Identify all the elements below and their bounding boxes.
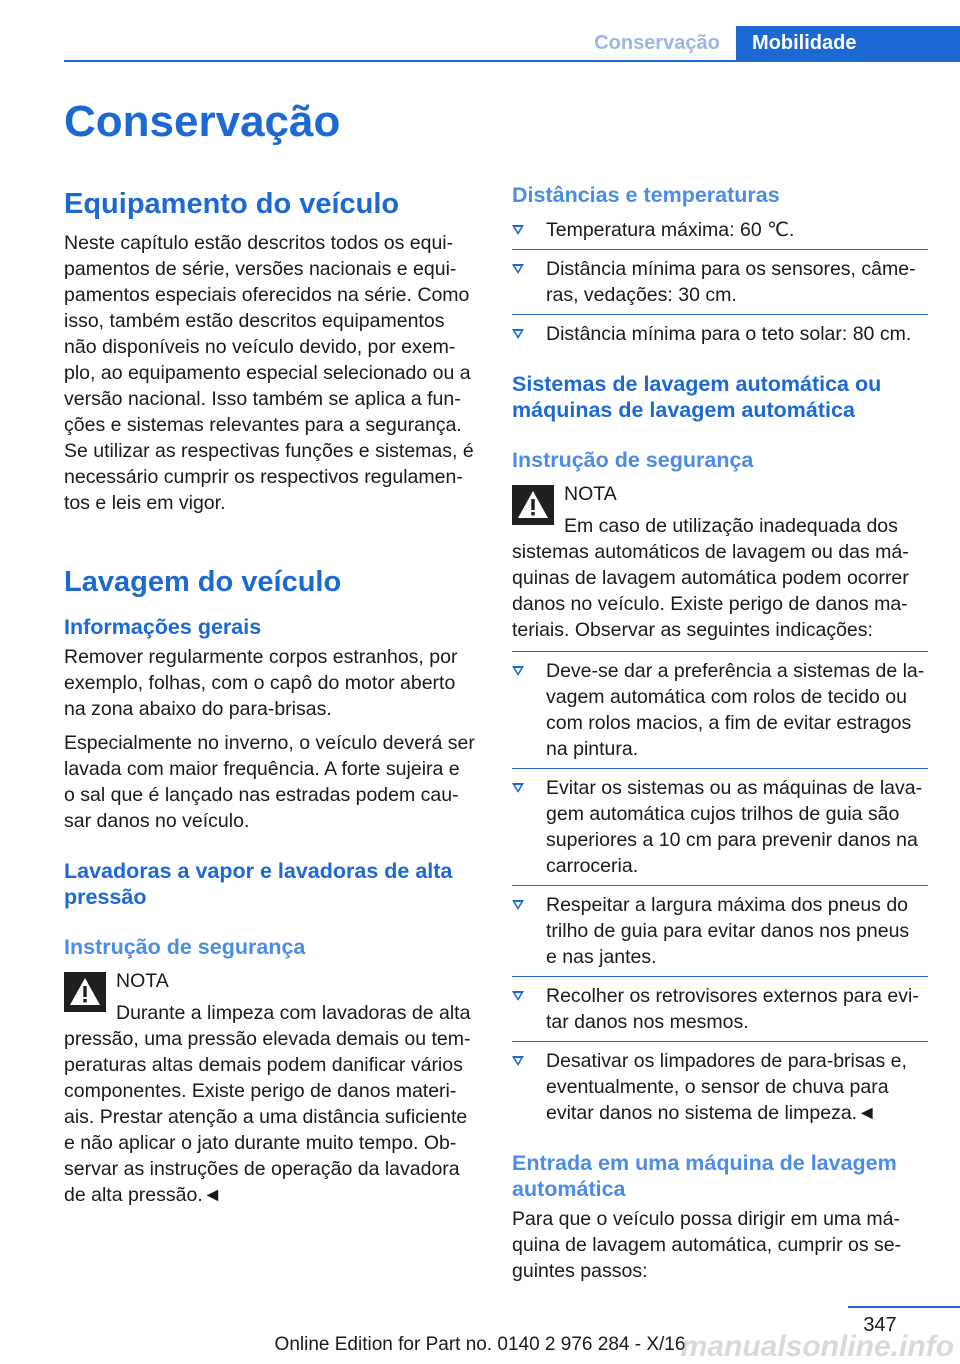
footer-rule [848, 1306, 960, 1308]
text-line: Deve-se dar a preferência a sistemas de la- [546, 660, 925, 682]
text-line: trilho de guia para evitar danos nos pneus [546, 920, 910, 942]
warning-triangle-icon [512, 485, 554, 525]
watermark: manualsonline.info [680, 1330, 954, 1363]
text-line: Distância mínima para o teto solar: 80 cm. [546, 323, 912, 345]
text-line: eventualmente, o sensor de chuva para [546, 1076, 889, 1098]
warning-label: NOTA [564, 483, 617, 505]
text-line: guintes passos: [512, 1260, 648, 1282]
text-line: carroceria. [546, 855, 639, 877]
text-line: Se utilizar as respectivas funções e sistemas, é [64, 440, 474, 462]
edition-line: Online Edition for Part no. 0140 2 976 284 - X/16 [274, 1334, 686, 1355]
heading-line: pressão [64, 885, 147, 909]
warning-note [64, 968, 480, 1208]
bullet-triangle-icon [512, 783, 524, 793]
bullet-triangle-icon [512, 991, 524, 1001]
text-line: pressão, uma pressão elevada demais ou tem- [64, 1028, 471, 1050]
paragraph-info-2 [64, 730, 480, 834]
bullet-triangle-icon [512, 329, 524, 339]
text-line: não disponíveis no veículo devido, por exem- [64, 336, 456, 358]
text-line: tos e leis em vigor. [64, 492, 226, 514]
text-line: necessário cumprir os respectivos regulamen- [64, 466, 463, 488]
text-line: plo, ao equipamento especial selecionado ou a [64, 362, 471, 384]
heading-instrucao-seguranca: Instrução de segurança [64, 935, 306, 959]
text-line: ais. Prestar atenção a uma distância suficiente [64, 1106, 468, 1128]
bullet-triangle-icon [512, 900, 524, 910]
text-line: peraturas altas demais podem danificar vários [64, 1054, 463, 1076]
text-line: sistemas automáticos de lavagem ou das má- [512, 541, 909, 563]
tab-mobilidade[interactable]: Mobilidade [736, 26, 960, 60]
text-line: pamentos de série, versões nacionais e equi- [64, 258, 457, 280]
heading-line: Sistemas de lavagem automática ou [512, 372, 882, 396]
bullet-triangle-icon [512, 1056, 524, 1066]
text-line: superiores a 10 cm para prevenir danos na [546, 829, 918, 851]
text-line: o sal que é lançado nas estradas podem cau- [64, 784, 459, 806]
paragraph-equipamento [64, 230, 480, 516]
text-line: com rolos macios, a fim de evitar estragos [546, 712, 912, 734]
bullet-triangle-icon [512, 225, 524, 235]
heading-line: máquinas de lavagem automática [512, 398, 855, 422]
text-line: Temperatura máxima: 60 ℃. [546, 219, 795, 241]
text-line: na pintura. [546, 738, 639, 760]
heading-entrada [512, 1150, 928, 1202]
text-line: Evitar os sistemas ou as máquinas de lava- [546, 777, 923, 799]
text-line: isso, também estão descritos equipamentos [64, 310, 445, 332]
text-line: lavada com maior frequência. A forte sujeira e [64, 758, 460, 780]
chapter-title: Conservação [64, 97, 341, 146]
list-item [512, 217, 928, 243]
warning-text-line: Durante a limpeza com lavadoras de alta [116, 1002, 471, 1024]
warning-label: NOTA [116, 970, 169, 992]
warning-note-2 [512, 481, 928, 643]
list-item [512, 658, 928, 762]
bullet-triangle-icon [512, 666, 524, 676]
text-line: Especialmente no inverno, o veículo deverá ser [64, 732, 475, 754]
text-line: quinas de lavagem automática podem ocorrer [512, 567, 909, 589]
text-line: Remover regularmente corpos estranhos, por [64, 646, 458, 668]
divider [512, 885, 928, 886]
warning-text [512, 539, 928, 643]
text-line: de alta pressão.◄ [64, 1184, 223, 1206]
heading-lavadoras [64, 858, 480, 910]
text-line: evitar danos no sistema de limpeza.◄ [546, 1102, 877, 1124]
text-line: pamentos especiais oferecidos na série. Como [64, 284, 470, 306]
heading-line: automática [512, 1177, 626, 1201]
text-line: Para que o veículo possa dirigir em uma má- [512, 1208, 901, 1230]
divider [512, 1041, 928, 1042]
text-line: sar danos no veículo. [64, 810, 250, 832]
left-column [64, 180, 480, 1208]
text-line: Distância mínima para os sensores, câme- [546, 258, 916, 280]
page-number: 347 [863, 1314, 897, 1336]
divider [512, 212, 928, 213]
text-line: e nas jantes. [546, 946, 657, 968]
warning-label-block [64, 968, 480, 1026]
list-item [512, 321, 928, 347]
heading-line: Lavadoras a vapor e lavadoras de alta [64, 859, 453, 883]
text-line: versão nacional. Isso também se aplica a fun- [64, 388, 461, 410]
text-line: ras, vedações: 30 cm. [546, 284, 737, 306]
text-line: quina de lavagem automática, cumprir os se- [512, 1234, 902, 1256]
warning-label-block [512, 481, 928, 539]
tab-conservacao[interactable]: Conservação [594, 32, 720, 54]
divider [512, 249, 928, 250]
text-line: componentes. Existe perigo de danos materi- [64, 1080, 457, 1102]
heading-lavagem: Lavagem do veículo [64, 566, 342, 598]
text-line: gem automática cujos trilhos de guia são [546, 803, 900, 825]
text-line: vagem automática com rolos de tecido ou [546, 686, 907, 708]
heading-line: Entrada em uma máquina de lavagem [512, 1151, 897, 1175]
list-item [512, 892, 928, 970]
list-item [512, 775, 928, 879]
text-line: servar as instruções de operação da lavadora [64, 1158, 460, 1180]
divider [512, 976, 928, 977]
paragraph-entrada [512, 1206, 928, 1284]
text-line: teriais. Observar as seguintes indicações: [512, 619, 873, 641]
list-item [512, 1048, 928, 1126]
text-line: exemplo, folhas, com o capô do motor aberto [64, 672, 456, 694]
heading-distancias: Distâncias e temperaturas [512, 183, 780, 207]
list-item [512, 983, 928, 1035]
text-line: Recolher os retrovisores externos para evi- [546, 985, 919, 1007]
header-rule [64, 60, 960, 62]
text-line: Neste capítulo estão descritos todos os equi- [64, 232, 454, 254]
list-item [512, 256, 928, 308]
divider [512, 768, 928, 769]
right-column [512, 182, 928, 1284]
text-line: tar danos nos mesmos. [546, 1011, 749, 1033]
text-line: na zona abaixo do para-brisas. [64, 698, 332, 720]
paragraph-info-1 [64, 644, 480, 722]
bullet-triangle-icon [512, 264, 524, 274]
text-line: Respeitar a largura máxima dos pneus do [546, 894, 909, 916]
text-line: e não aplicar o jato durante muito tempo. Ob- [64, 1132, 457, 1154]
text-line: danos no veículo. Existe perigo de danos ma- [512, 593, 908, 615]
heading-sistemas-lavagem [512, 371, 928, 423]
warning-triangle-icon [64, 972, 106, 1012]
divider [512, 314, 928, 315]
heading-informacoes-gerais: Informações gerais [64, 615, 262, 639]
heading-instrucao-seguranca-2: Instrução de segurança [512, 448, 754, 472]
warning-text [64, 1026, 480, 1208]
text-line: ções e sistemas relevantes para a segurança. [64, 414, 462, 436]
divider [512, 651, 928, 652]
text-line: Desativar os limpadores de para-brisas e, [546, 1050, 907, 1072]
heading-equipamento: Equipamento do veículo [64, 188, 400, 220]
header [0, 0, 960, 62]
warning-text-line: Em caso de utilização inadequada dos [564, 515, 898, 537]
